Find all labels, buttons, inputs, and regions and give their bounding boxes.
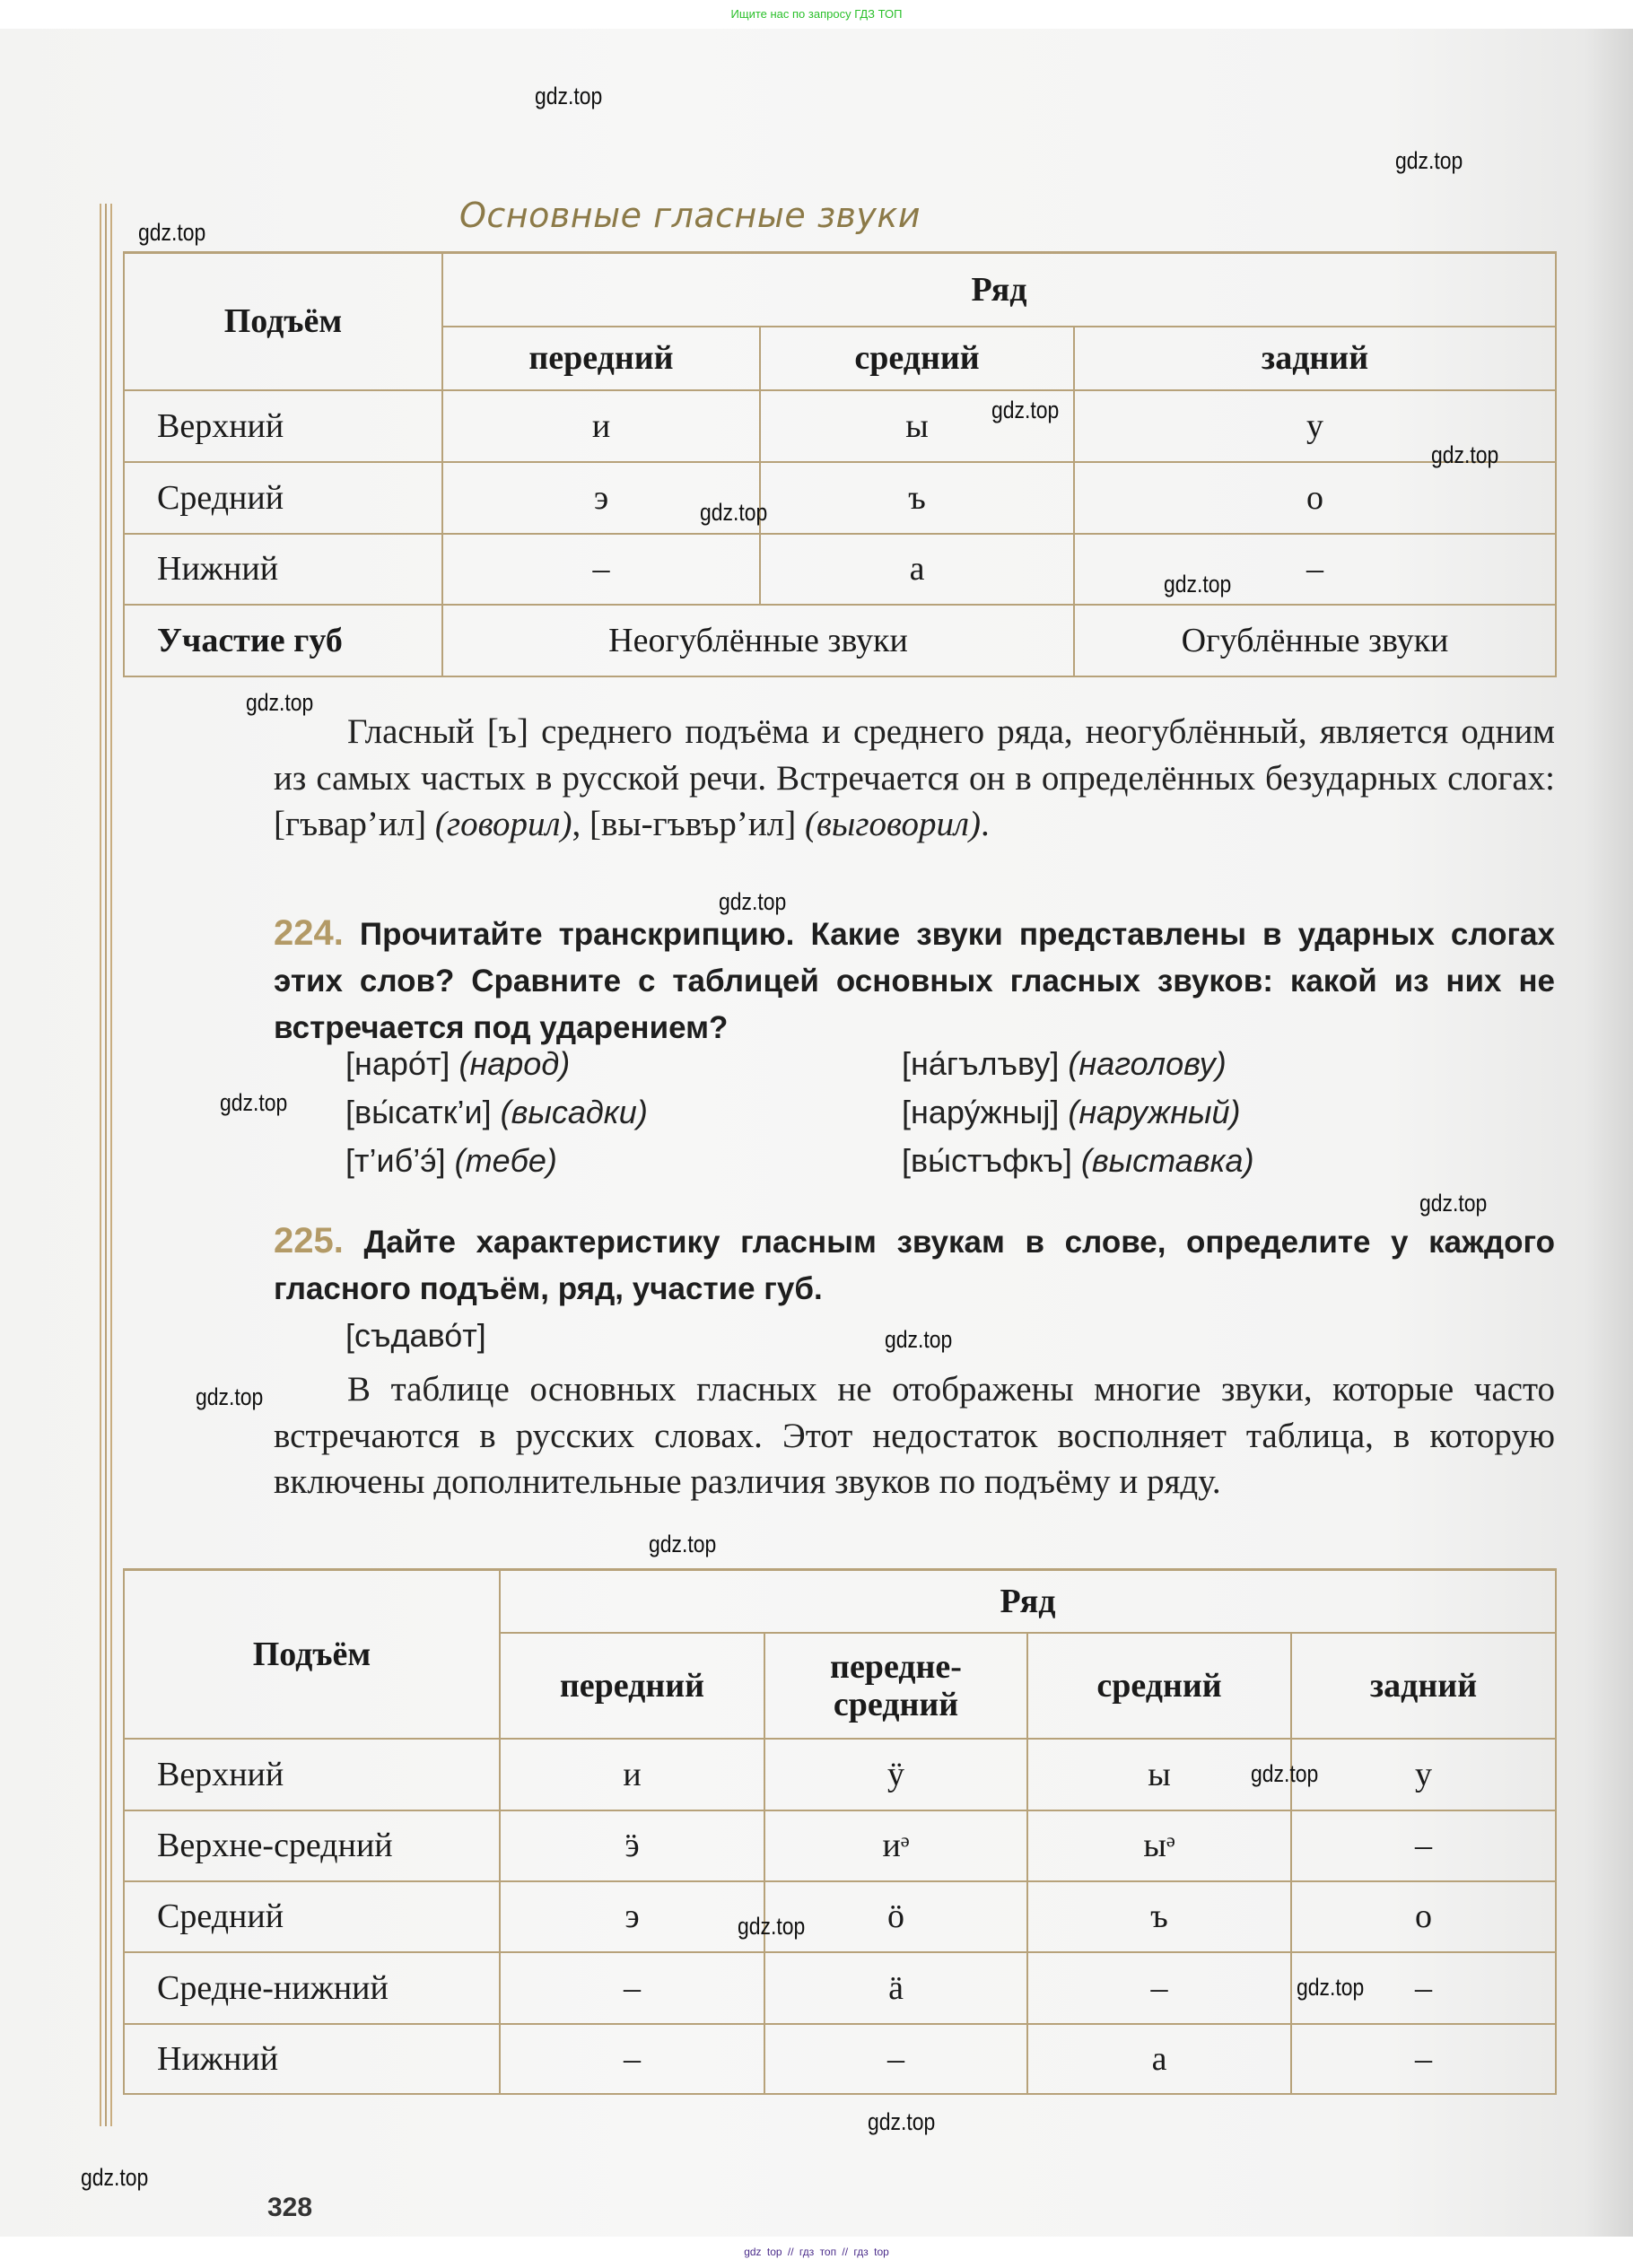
transcription: [наро́т] <box>345 1045 450 1082</box>
transcription-item <box>345 1045 570 1083</box>
watermark: gdz.top <box>1297 1974 1365 2001</box>
vowel-cell: у <box>1074 390 1556 462</box>
watermark: gdz.top <box>738 1913 806 1940</box>
period: . <box>980 805 990 843</box>
table-row <box>124 390 1556 462</box>
exercise-number: 224. <box>274 913 344 953</box>
vowel-cell: – <box>1291 1810 1556 1881</box>
table-row <box>124 2024 1556 2094</box>
transcription-item: [съдаво́т] <box>345 1317 486 1354</box>
transcription-item <box>902 1142 1254 1180</box>
column-header: передний <box>442 327 760 390</box>
example-word: (выставка) <box>1080 1142 1254 1179</box>
watermark: gdz.top <box>719 888 787 915</box>
transcription: [на́гълъву] <box>902 1045 1060 1082</box>
vowel-cell: – <box>500 1952 764 2024</box>
watermark: gdz.top <box>535 83 603 109</box>
example-word: (говорил) <box>434 805 572 843</box>
watermark: gdz.top <box>700 499 768 526</box>
vowel-cell: а <box>1027 2024 1291 2094</box>
paragraph-extended-table <box>274 1366 1555 1505</box>
decorative-rule <box>100 204 101 2126</box>
transcription: [нару́жныj] <box>902 1094 1060 1130</box>
watermark: gdz.top <box>81 2164 149 2191</box>
watermark: gdz.top <box>868 2108 936 2135</box>
vowel-cell: ы <box>1027 1739 1291 1810</box>
example-word: (наружный) <box>1068 1094 1241 1130</box>
row-header-lift: Подъём <box>124 1570 500 1739</box>
example-word: (высадки) <box>500 1094 648 1130</box>
vowel-cell: ӱ <box>764 1739 1027 1810</box>
exercise-224 <box>274 910 1555 1051</box>
vowel-cell: а <box>760 534 1074 605</box>
transcription-item <box>345 1142 557 1180</box>
transcription: [т’иб’э́] <box>345 1142 446 1179</box>
textbook-page <box>0 29 1633 2237</box>
row-label: Средний <box>124 1881 500 1952</box>
row-label: Нижний <box>124 534 442 605</box>
group-header-row: Ряд <box>500 1570 1556 1633</box>
column-header: средний <box>1027 1633 1291 1739</box>
column-header: передне-средний <box>764 1633 1027 1739</box>
vowel-cell: и <box>500 1739 764 1810</box>
transcription: [вы́сатк’и] <box>345 1094 492 1130</box>
vowel-cell: – <box>1027 1952 1291 2024</box>
row-label: Участие губ <box>124 605 442 676</box>
transcription-item <box>902 1094 1241 1131</box>
vowel-cell: о <box>1291 1881 1556 1952</box>
vowel-cell: – <box>1074 534 1556 605</box>
table-row <box>124 1881 1556 1952</box>
watermark: gdz.top <box>1395 147 1463 174</box>
example-word: (наголову) <box>1068 1045 1227 1082</box>
basic-vowels-table <box>123 251 1557 677</box>
extended-vowels-table <box>123 1568 1557 2095</box>
vowel-cell: – <box>1291 2024 1556 2094</box>
vowel-cell: у <box>1291 1739 1556 1810</box>
watermark: gdz.top <box>138 219 206 246</box>
exercise-text: Прочитайте транскрипцию. Какие звуки представлены в ударных слогах этих слов? Сравните с таблицей основных гласных звуков: какой из них не встречается под ударением? <box>274 917 1555 1045</box>
watermark: gdz.top <box>1419 1190 1488 1217</box>
vowel-cell: ӧ <box>764 1881 1027 1952</box>
row-label: Верхне-средний <box>124 1810 500 1881</box>
vowel-cell: ӓ <box>764 1952 1027 2024</box>
watermark: gdz.top <box>1251 1760 1319 1787</box>
section-title: Основные гласные звуки <box>459 196 921 235</box>
decorative-rule <box>110 204 112 2126</box>
column-header: задний <box>1074 327 1556 390</box>
watermark: gdz.top <box>220 1089 288 1116</box>
watermark: gdz.top <box>1164 571 1232 598</box>
vowel-cell: – <box>764 2024 1027 2094</box>
example-word: (выговорил) <box>804 805 981 843</box>
vowel-cell: ӭ <box>500 1810 764 1881</box>
paragraph-schwa <box>274 709 1555 848</box>
row-header-lift: Подъём <box>124 253 442 390</box>
vowel-cell: ъ <box>760 462 1074 534</box>
watermark: gdz.top <box>649 1531 717 1557</box>
transcription-item <box>902 1045 1227 1083</box>
exercise-text: Дайте характеристику гласным звукам в слове, определите у каждого гласного подъём, ряд, участие губ. <box>274 1225 1555 1306</box>
watermark: gdz.top <box>196 1383 264 1410</box>
row-label: Средне-нижний <box>124 1952 500 2024</box>
vowel-cell: – <box>1291 1952 1556 2024</box>
watermark: gdz.top <box>991 397 1060 423</box>
decorative-rule <box>105 204 107 2126</box>
row-label: Верхний <box>124 390 442 462</box>
paragraph-text: В таблице основных гласных не отображены многие звуки, которые часто встречаются в русских словах. Этот недостаток восполняет таблица, в которую включены дополнительные различия звуков по подъёму и ряду. <box>274 1370 1555 1501</box>
page-number: 328 <box>267 2193 313 2222</box>
vowel-cell: ыᵊ <box>1027 1810 1291 1881</box>
example-word: (народ) <box>458 1045 571 1082</box>
transcription: [вы-гъвър’ил] <box>589 805 797 843</box>
paragraph-text: Гласный [ъ] среднего подъёма и среднего ряда, неогублённый, является одним из самых частых в русской речи. Встречается он в определённых безударных слогах: <box>274 712 1555 798</box>
exercise-number: 225. <box>274 1221 344 1260</box>
transcription-item <box>345 1094 648 1131</box>
column-header: передний <box>500 1633 764 1739</box>
vowel-cell: иᵊ <box>764 1810 1027 1881</box>
example-word: (тебе) <box>454 1142 557 1179</box>
table-row <box>124 1739 1556 1810</box>
table-row-lips <box>124 605 1556 676</box>
vowel-cell: э <box>500 1881 764 1952</box>
transcription: [гъвар’ил] <box>274 805 427 843</box>
watermark: gdz.top <box>1431 441 1499 468</box>
vowel-cell: э <box>442 462 760 534</box>
top-banner: Ищите нас по запросу ГДЗ ТОП <box>0 0 1633 29</box>
bottom-banner: gdz top // гдз топ // гдз top <box>0 2237 1633 2268</box>
watermark: gdz.top <box>885 1326 953 1353</box>
transcription: [вы́стъфкъ] <box>902 1142 1072 1179</box>
vowel-cell: о <box>1074 462 1556 534</box>
table-row <box>124 1810 1556 1881</box>
column-header: задний <box>1291 1633 1556 1739</box>
row-label: Нижний <box>124 2024 500 2094</box>
vowel-cell: ъ <box>1027 1881 1291 1952</box>
unrounded-cell: Неогублённые звуки <box>442 605 1074 676</box>
table-row <box>124 462 1556 534</box>
row-label: Средний <box>124 462 442 534</box>
vowel-cell: – <box>500 2024 764 2094</box>
vowel-cell: ы <box>760 390 1074 462</box>
watermark: gdz.top <box>246 689 314 716</box>
column-header: средний <box>760 327 1074 390</box>
row-label: Верхний <box>124 1739 500 1810</box>
group-header-row: Ряд <box>442 253 1556 327</box>
rounded-cell: Огублённые звуки <box>1074 605 1556 676</box>
exercise-225 <box>274 1217 1555 1313</box>
vowel-cell: и <box>442 390 760 462</box>
vowel-cell: – <box>442 534 760 605</box>
separator: , <box>572 805 590 843</box>
table-row <box>124 534 1556 605</box>
